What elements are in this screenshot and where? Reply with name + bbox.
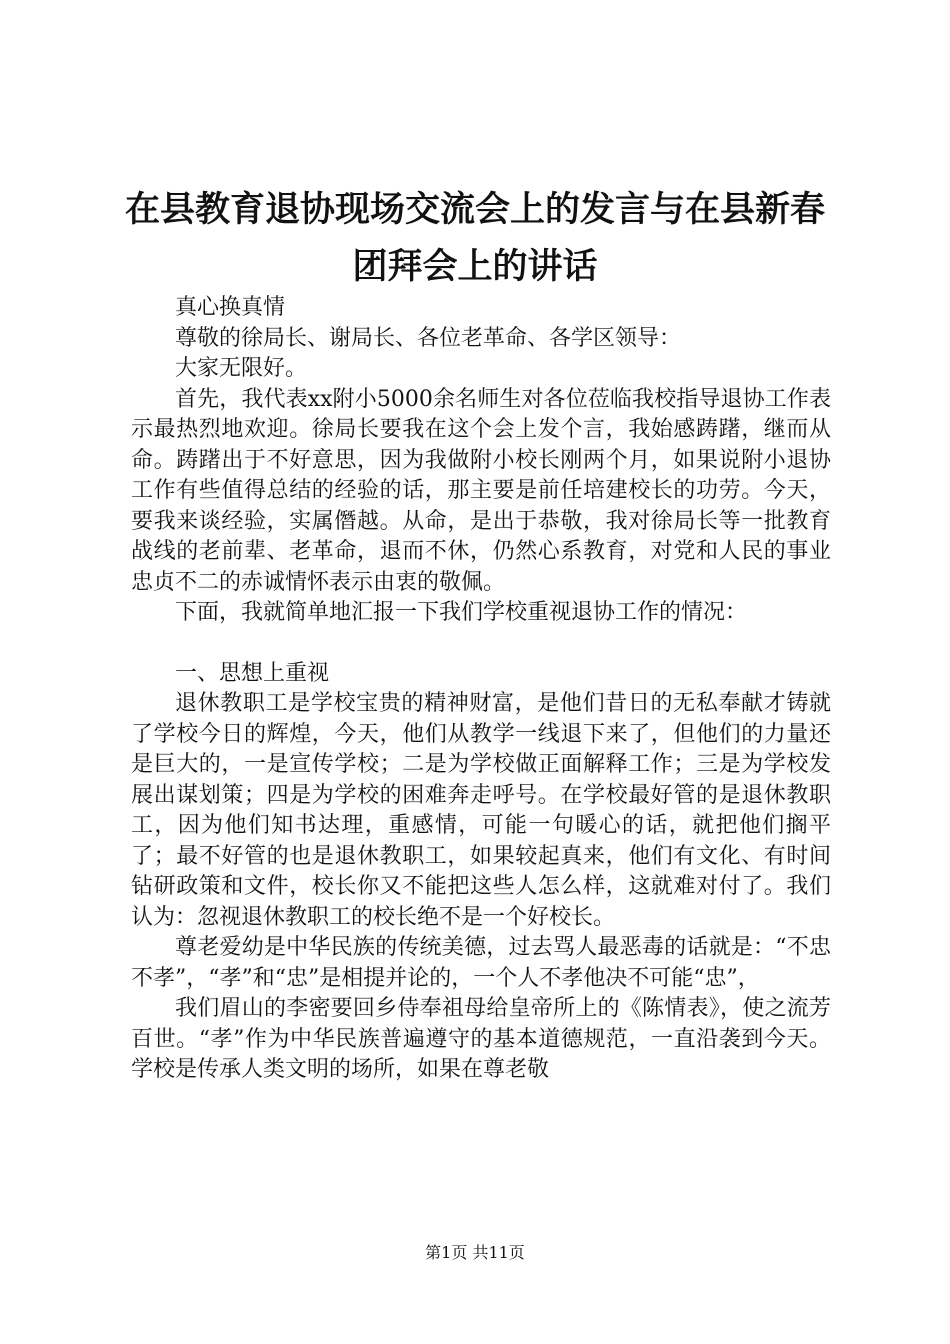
paragraph-opening: 首先，我代表xx附小5000余名师生对各位莅临我校指导退协工作表示最热烈地欢迎。徐局长要我在这个会上发个言，我始感踌躇，继而从命。踌躇出于不好意思，因为我做附小校长刚两个月，如果说附小退协工作有些值得总结的经验的话，那主要是前任培建校长的功劳。今天，要我来谈经验，实属僭越。从命，是出于恭敬，我对徐局长等一批教育战线的老前辈、老革命，退而不休，仍然心系教育，对党和人民的事业忠贞不二的赤诚情怀表示由衷的敬佩。 <box>131 386 831 595</box>
document-title-line-1: 在县教育退协现场交流会上的发言与在县新春 <box>124 190 825 230</box>
paragraph-salutation: 尊敬的徐局长、谢局长、各位老革命、各学区领导： <box>175 325 682 351</box>
paragraph-greeting: 大家无限好。 <box>175 356 308 381</box>
paragraph-intro: 下面，我就简单地汇报一下我们学校重视退协工作的情况： <box>175 600 748 625</box>
document-body <box>131 293 831 1086</box>
section-heading: 一、思想上重视 <box>175 660 330 686</box>
paragraph-body: 我们眉山的李密要回乡侍奉祖母给皇帝所上的《陈情表》，使之流芳百世。“孝”作为中华民族普遍遵守的基本道德规范，一直沿袭到今天。学校是传承人类文明的场所，如果在尊老敬 <box>131 996 831 1082</box>
page-footer: 第1页 共11页 <box>425 1243 525 1262</box>
paragraph-body: 退休教职工是学校宝贵的精神财富，是他们昔日的无私奉献才铸就了学校今日的辉煌，今天，他们从教学一线退下来了，但他们的力量还是巨大的，一是宣传学校；二是为学校做正面解释工作；三是为学校发展出谋划策；四是为学校的困难奔走呼号。在学校最好管的是退休教职工，因为他们知书达理，重感情，可能一句暖心的话，就把他们搁平了；最不好管的也是退休教职工，如果较起真来，他们有文化、有时间钻研政策和文件，校长你又不能把这些人怎么样，这就难对付了。我们认为：忽视退休教职工的校长绝不是一个好校长。 <box>131 691 831 930</box>
paragraph-subtitle: 真心换真情 <box>175 295 286 320</box>
paragraph-body: 尊老爱幼是中华民族的传统美德，过去骂人最恶毒的话就是：“不忠不孝”，“孝”和“忠”是相提并论的，一个人不孝他决不可能“忠”， <box>131 935 831 991</box>
document-title-line-2: 团拜会上的讲话 <box>352 247 598 287</box>
